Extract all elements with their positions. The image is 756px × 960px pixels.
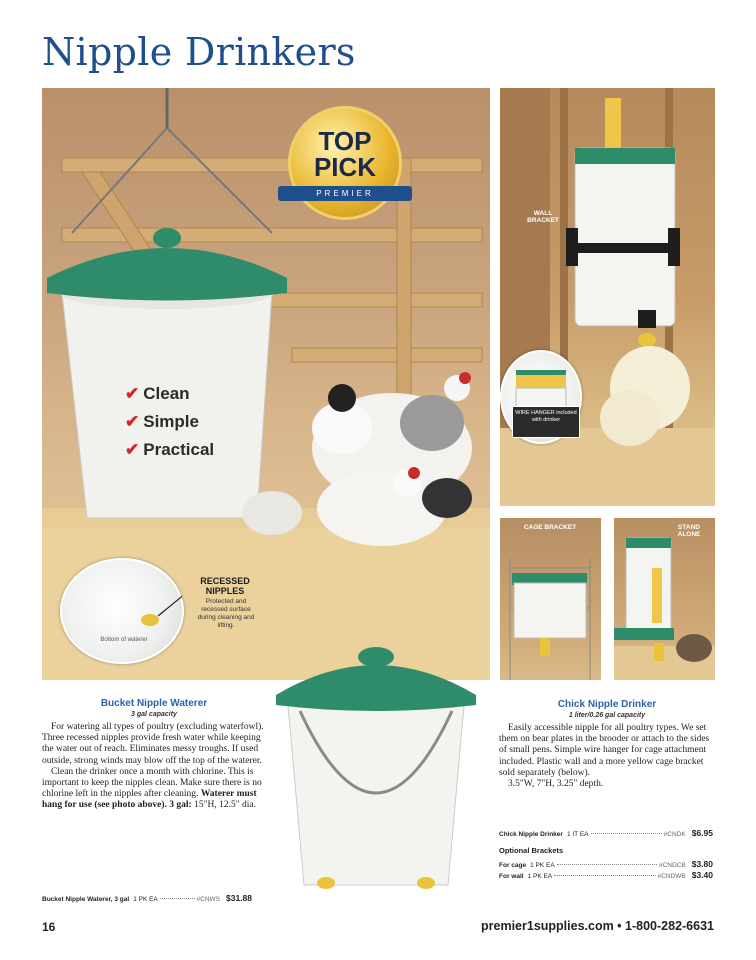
cage-bracket-photo: [500, 518, 601, 680]
chick-price-label: Chick Nipple Drinker: [499, 831, 563, 838]
badge-line2: PICK: [313, 152, 377, 182]
wall-bracket-tag: WALL BRACKET: [527, 210, 559, 224]
wall-photo-illustration: [500, 88, 715, 506]
wire-hanger-callout: WIRE HANGER included with drinker: [515, 410, 577, 423]
bucket-price-sku: #CNWS: [196, 896, 220, 903]
stand-alone-photo: [614, 518, 715, 680]
chick-description: [499, 723, 717, 790]
feature-checklist: [125, 380, 214, 464]
top-pick-badge: [288, 106, 402, 220]
bucket-price-unit: 1 PK EA: [133, 896, 158, 903]
page-title: Nipple Drinkers: [42, 30, 356, 74]
check-icon: ✔: [125, 412, 140, 431]
optional-brackets-header: Optional Brackets: [499, 846, 564, 855]
stand-alone-tag: STAND ALONE: [677, 524, 701, 538]
check-icon: ✔: [125, 440, 140, 459]
checklist-item: ✔ Clean: [125, 384, 190, 403]
bucket-price-row: [42, 893, 252, 903]
chick-drinker-header: Chick Nipple Drinker: [557, 699, 657, 710]
bucket-price-label: Bucket Nipple Waterer, 3 gal: [42, 896, 130, 903]
wall-bracket-photo: [500, 88, 715, 506]
chick-para1: Easily accessible nipple for all poultry types. We set them on bear plates in the brooder or attach to the sides of small pens. Simple wire hanger for cage attachment included. Plastic wall and a more yellow cage bracket sold separately (below).: [499, 723, 710, 778]
checklist-item: ✔ Practical: [125, 440, 215, 459]
chick-price-row: [499, 828, 713, 838]
check-icon: ✔: [125, 384, 140, 403]
inset-label: Bottom of waterer: [100, 637, 148, 643]
bucket-product-image: [276, 645, 476, 895]
waterer-bottom-inset: [60, 558, 184, 664]
chick-capacity: 1 liter/0.26 gal capacity: [568, 712, 646, 719]
stand-photo-illustration: [614, 518, 715, 680]
recessed-nipples-desc: Protected and recessed surface during cleaning and lifting.: [197, 598, 255, 629]
optional-bracket-row: For cage 1 PK EA #CNDCB $3.80: [499, 859, 713, 869]
wire-hanger-label-box: [512, 406, 580, 438]
bucket-description: [42, 722, 268, 812]
bucket-waterer-header: Bucket Nipple Waterer: [100, 698, 208, 709]
checklist-item: ✔ Simple: [125, 412, 199, 431]
bucket-para2: Clean the drinker once a month with chlorine. This is important to keep the nipples clean. Make sure there is no chlorine left in the nipples after cleaning. Waterer must hang for use (see photo above). 3 gal: 15"H, 12.5" dia.: [42, 766, 262, 811]
chick-price-unit: 1 IT EA: [566, 831, 589, 838]
chick-price: $6.95: [691, 828, 713, 838]
chick-dims: 3.5"W, 7"H, 3.25" depth.: [508, 779, 604, 790]
bucket-para1: For watering all types of poultry (excluding waterfowl). Three recessed nipples provide fresh water while keeping the water out of reach. Eliminates messy troughs. If used outside, strong winds may blow off the top of the waterer.: [42, 722, 264, 766]
cage-photo-illustration: [500, 518, 601, 680]
badge-ribbon: PREMIER: [278, 186, 412, 201]
main-product-photo: [42, 88, 490, 680]
bucket-capacity: 3 gal capacity: [131, 711, 177, 718]
nipple-closeup-icon: [62, 560, 182, 662]
cage-bracket-tag: CAGE BRACKET: [523, 524, 577, 531]
badge-line1: TOP: [318, 126, 372, 156]
page-number: 16: [42, 920, 56, 934]
recessed-nipples-title: RECESSED NIPPLES: [200, 576, 250, 596]
optional-bracket-row: For wall 1 PK EA #CNDWB $3.40: [499, 870, 713, 880]
bucket-price: $31.88: [226, 893, 252, 903]
footer-contact: premier1supplies.com • 1-800-282-6631: [481, 919, 714, 933]
chick-price-sku: #CNDK: [663, 831, 686, 838]
